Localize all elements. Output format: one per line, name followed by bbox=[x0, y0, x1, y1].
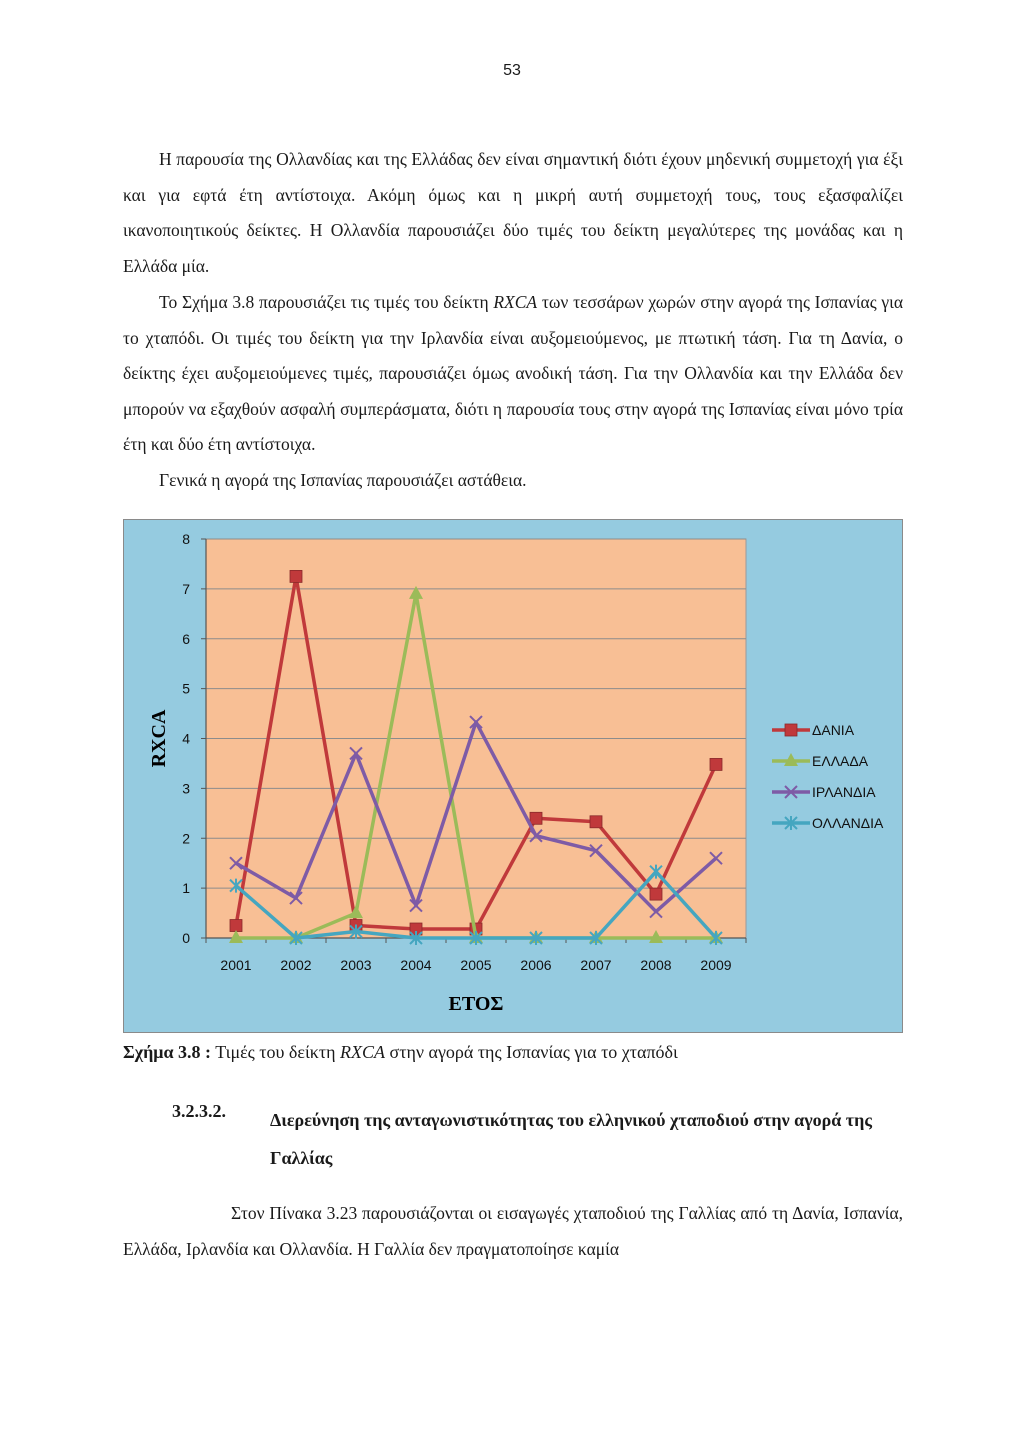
y-tick-label: 2 bbox=[182, 830, 190, 847]
legend-item bbox=[772, 815, 884, 831]
figure-caption bbox=[123, 1042, 678, 1063]
legend-label: ΕΛΛΑΔΑ bbox=[812, 753, 869, 769]
x-tick-label: 2003 bbox=[340, 957, 372, 973]
data-point-square bbox=[530, 812, 542, 824]
y-tick-label: 8 bbox=[182, 531, 190, 547]
x-tick-label: 2007 bbox=[580, 957, 612, 973]
chart-svg bbox=[124, 520, 904, 1034]
y-axis-label: RXCA bbox=[148, 709, 170, 768]
x-tick-label: 2009 bbox=[700, 957, 732, 973]
x-tick-label: 2008 bbox=[640, 957, 672, 973]
paragraph-netherlands-greece: Η παρουσία της Ολλανδίας και της Ελλάδας δεν είναι σημαντική διότι έχουν μηδενική συμμετοχή για έξι και για εφτά έτη αντίστοιχα. Ακόμη όμως και η μικρή αυτή συμμετοχή τους, τους εξασφαλίζει ικανοποιητικούς δείκτες. Η Ολλανδία παρουσιάζει δύο τιμές του δείκτη μεγαλύτερες της μονάδας και η Ελλάδα μία. bbox=[123, 149, 903, 276]
legend-label: ΟΛΛΑΝΔΙΑ bbox=[812, 815, 884, 831]
y-tick-labels bbox=[182, 531, 190, 946]
data-point-square bbox=[290, 570, 302, 582]
y-tick-label: 4 bbox=[182, 730, 190, 747]
y-tick-label: 6 bbox=[182, 630, 190, 647]
x-tick-label: 2002 bbox=[280, 957, 312, 973]
x-tick-label: 2006 bbox=[520, 957, 552, 973]
legend-item bbox=[772, 722, 855, 738]
x-tick-label: 2001 bbox=[220, 957, 252, 973]
x-tick-label: 2005 bbox=[460, 957, 492, 973]
caption-label: Σχήμα 3.8 : bbox=[123, 1042, 212, 1062]
legend bbox=[772, 722, 884, 831]
legend-label: ΔΑΝΙΑ bbox=[812, 722, 855, 738]
rxca-chart bbox=[123, 519, 903, 1033]
legend-label: ΙΡΛΑΝΔΙΑ bbox=[812, 784, 876, 800]
data-point-square bbox=[590, 816, 602, 828]
paragraph-france-imports: Στον Πίνακα 3.23 παρουσιάζονται οι εισαγωγές χταποδιού της Γαλλίας από τη Δανία, Ισπανία, Ελλάδα, Ιρλανδία και Ολλανδία. Η Γαλλία δεν πραγματοποίησε καμία bbox=[123, 1203, 903, 1259]
caption-text: Τιμές του δείκτη bbox=[211, 1042, 341, 1062]
y-tick-label: 3 bbox=[182, 780, 190, 797]
legend-item bbox=[772, 784, 876, 800]
y-tick-label: 7 bbox=[182, 580, 190, 597]
y-tick-label: 5 bbox=[182, 680, 190, 697]
page-number: 53 bbox=[503, 62, 521, 79]
data-point-square bbox=[230, 920, 242, 932]
index-name: RXCA bbox=[493, 292, 538, 312]
y-tick-label: 0 bbox=[182, 930, 190, 946]
caption-text: στην αγορά της Ισπανίας για το χταπόδι bbox=[385, 1042, 678, 1062]
x-axis-label: ΕΤΟΣ bbox=[448, 993, 504, 1015]
data-point-square bbox=[650, 888, 662, 900]
paragraph-text: Το Σχήμα 3.8 παρουσιάζει τις τιμές του δείκτη bbox=[159, 292, 494, 312]
paragraph-text: των τεσσάρων χωρών στην αγορά της Ισπανίας για το χταπόδι. Οι τιμές του δείκτη για την Ιρλανδία είναι αυξομειούμενος, με πτωτική τάση. Για τη Δανία, ο δείκτης έχει αυξομειούμενες τιμές, παρουσιάζει όμως ανοδική τάση. Για την Ολλανδία και την Ελλάδα δεν μπορούν να εξαχθούν ασφαλή συμπεράσματα, διότι η παρουσία τους στην αγορά της Ισπανίας είναι μόνο τρία έτη και δύο έτη αντίστοιχα. bbox=[123, 292, 904, 454]
section-number: 3.2.3.2. bbox=[172, 1101, 226, 1121]
legend-item bbox=[772, 753, 869, 769]
x-tick-label: 2004 bbox=[400, 957, 432, 973]
data-point-square bbox=[785, 724, 797, 736]
paragraph-instability: Γενικά η αγορά της Ισπανίας παρουσιάζει αστάθεια. bbox=[159, 470, 527, 490]
caption-index-name: RXCA bbox=[340, 1042, 386, 1062]
y-tick-label: 1 bbox=[182, 880, 190, 897]
section-heading: Διερεύνηση της ανταγωνιστικότητας του ελληνικού χταποδιού στην αγορά της Γαλλίας bbox=[270, 1110, 872, 1168]
x-tick-labels bbox=[220, 957, 731, 973]
paragraph-figure-description bbox=[123, 285, 903, 463]
data-point-square bbox=[710, 758, 722, 770]
